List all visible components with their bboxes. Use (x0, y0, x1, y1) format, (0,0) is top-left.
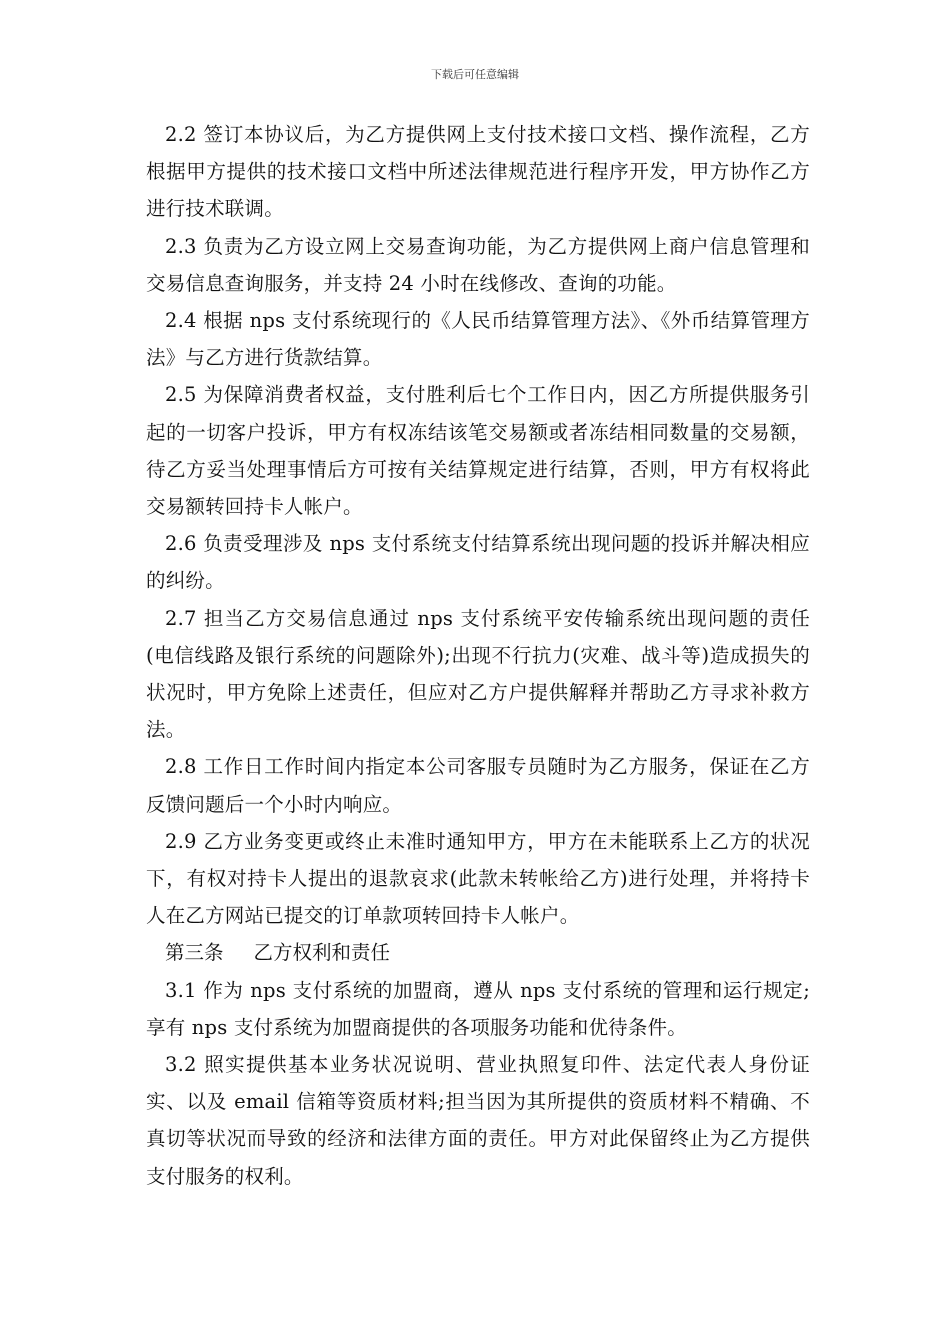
clause-2-8: 2.8 工作日工作时间内指定本公司客服专员随时为乙方服务，保证在乙方反馈问题后一个小时内响应。 (146, 755, 810, 816)
clause-2-6: 2.6 负责受理涉及 nps 支付系统支付结算系统出现问题的投诉并解决相应的纠纷。 (146, 532, 810, 593)
document-body (146, 116, 810, 1195)
section-title: 乙方权利和责任 (253, 941, 391, 965)
clause-2-4: 2.4 根据 nps 支付系统现行的《人民币结算管理方法》、《外币结算管理方法》与乙方进行货款结算。 (146, 309, 810, 370)
section-heading (146, 934, 810, 971)
section-number: 第三条 (165, 941, 224, 965)
clause-2-9: 2.9 乙方业务变更或终止未准时通知甲方，甲方在未能联系上乙方的状况下，有权对持卡人提出的退款哀求(此款未转帐给乙方)进行处理，并将持卡人在乙方网站已提交的订单款项转回持卡人帐户。 (146, 829, 810, 928)
clause-3-1: 3.1 作为 nps 支付系统的加盟商，遵从 nps 支付系统的管理和运行规定;享有 nps 支付系统为加盟商提供的各项服务功能和优待条件。 (146, 978, 810, 1039)
clause-2-3: 2.3 负责为乙方设立网上交易查询功能，为乙方提供网上商户信息管理和交易信息查询服务，并支持 24 小时在线修改、查询的功能。 (146, 234, 810, 295)
page-header: 下载后可任意编辑 (431, 68, 519, 81)
clause-2-7: 2.7 担当乙方交易信息通过 nps 支付系统平安传输系统出现问题的责任(电信线路及银行系统的问题除外);出现不行抗力(灾难、战斗等)造成损失的状况时，甲方免除上述责任，但应对乙方户提供解释并帮助乙方寻求补救方法。 (146, 606, 810, 742)
clause-2-2: 2.2 签订本协议后，为乙方提供网上支付技术接口文档、操作流程，乙方根据甲方提供的技术接口文档中所述法律规范进行程序开发，甲方协作乙方进行技术联调。 (146, 123, 810, 221)
clause-3-2: 3.2 照实提供基本业务状况说明、营业执照复印件、法定代表人身份证实、以及 email 信箱等资质材料;担当因为其所提供的资质材料不精确、不真切等状况而导致的经济和法律方面的责任。甲方对此保留终止为乙方提供支付服务的权利。 (146, 1053, 810, 1188)
clause-2-5: 2.5 为保障消费者权益，支付胜利后七个工作日内，因乙方所提供服务引起的一切客户投诉，甲方有权冻结该笔交易额或者冻结相同数量的交易额，待乙方妥当处理事情后方可按有关结算规定进行结算，否则，甲方有权将此交易额转回持卡人帐户。 (146, 383, 810, 519)
